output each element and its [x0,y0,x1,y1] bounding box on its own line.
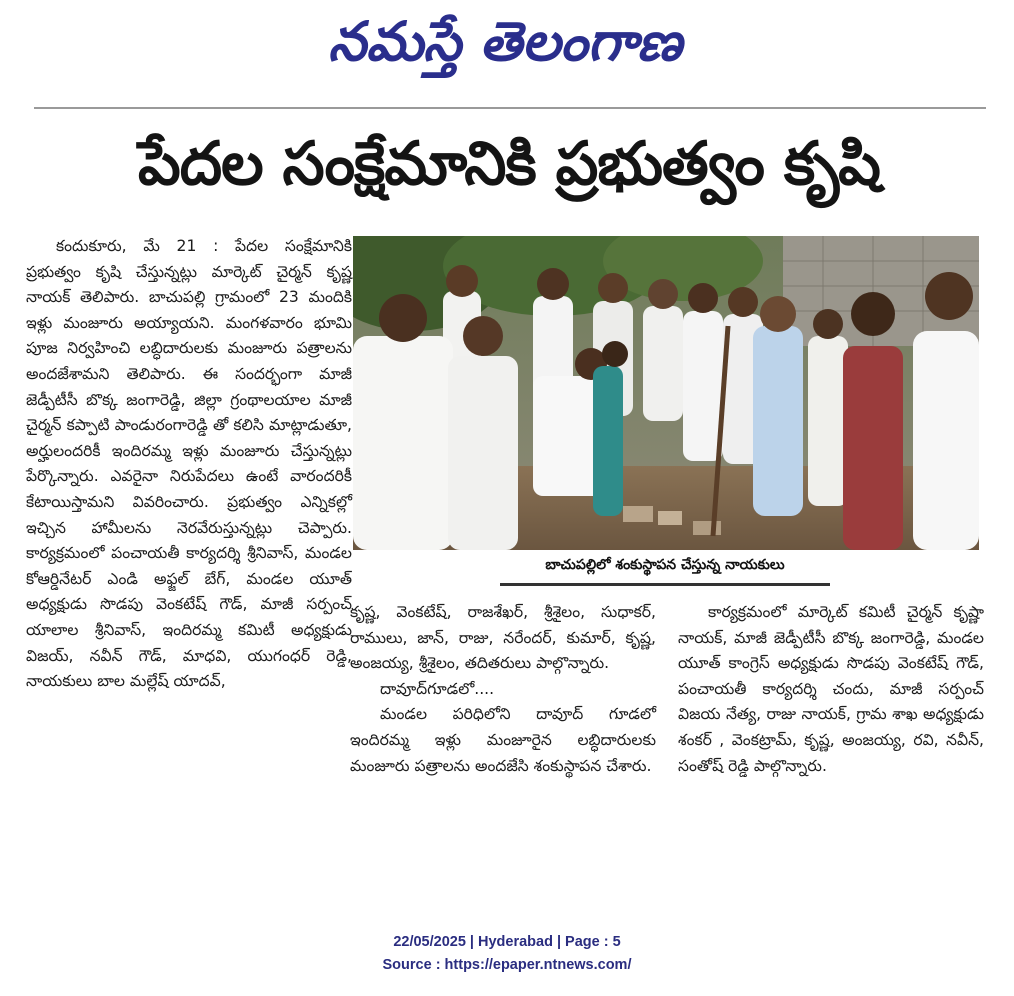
column-2-paragraph-2: మండల పరిధిలోని దావూద్ గూడలో ఇందిరమ్మ ఇళ్లు మంజూరైన లబ్ధిదారులకు మంజూరు పత్రాలను అందజేసి శంకుస్థాపన చేశారు. [350,705,656,775]
photo-caption-box [500,555,830,586]
article-headline: పేదల సంక్షేమానికి ప్రభుత్వం కృషి [138,129,880,199]
masthead-divider [34,107,986,109]
group-photo-illustration [353,236,979,550]
article-photo [353,236,979,550]
article-column-1 [26,234,352,695]
newspaper-masthead [300,2,710,82]
masthead-logo [300,2,710,82]
article-column-3 [678,600,984,779]
masthead-title: నమస్తే తెలంగాణ [328,10,682,73]
article-column-2 [350,600,656,779]
footer-date-edition: 22/05/2025 | Hyderabad | Page : 5 [393,934,621,950]
column-1-paragraph: కందుకూరు, మే 21 : పేదల సంక్షేమానికి ప్రభుత్వం కృషి చేస్తున్నట్లు మార్కెట్ చైర్మన్ కృష్ణ నాయక్ తెలిపారు. బాచుపల్లి గ్రామంలో 23 మందికి ఇళ్లు మంజూరు అయ్యాయని. మంగళవారం భూమి పూజ నిర్వహించి లబ్ధిదారులకు మంజూరు పత్రాలను అందజేశామని తెలిపారు. ఈ సందర్భంగా మాజీ జెడ్పీటీసీ బొక్క జంగారెడ్డి, జిల్లా గ్రంథాలయాల మాజీ చైర్మన్ కప్పాటి పాండురంగారెడ్డి తో కలిసి మాట్లాడుతూ, అర్హులందరికీ ఇందిరమ్మ ఇళ్లు మంజూరు చేస్తున్నట్లు పేర్కొన్నారు. ఎవరైనా నిరుపేదలు ఉంటే వారందరికీ కేటాయిస్తామని వివరించారు. ప్రభుత్వం ఎన్నికల్లో ఇచ్చిన హామీలను నెరవేరుస్తున్నట్లు చెప్పారు. కార్యక్రమంలో పంచాయతీ కార్యదర్శి శ్రీనివాస్, మండల కోఆర్డినేటర్ ఎండి అఫ్జల్ బేగ్, మండల యూత్ అధ్యక్షుడు సొడపు వెంకటేష్ గౌడ్, మాజీ సర్పంచ్ యాలాల శ్రీనివాస్, ఇందిరమ్మ కమిటీ అధ్యక్షుడు విజయ్, నవీన్ గౌడ్, మాధవి, యుగంధర్ రెడ్డి, నాయకులు బాల మల్లేష్ యాదవ్, [26,237,352,691]
column-2-paragraph-1: కృష్ణ, వెంకటేష్, రాజశేఖర్, శ్రీశైలం, సుధాకర్, రాములు, జాన్, రాజు, నరేందర్, కుమార్, కృష్ణ, అంజయ్య, శ్రీశైలం, తదితరులు పాల్గొన్నారు. [350,603,656,673]
photo-caption: బాచుపల్లిలో శంకుస్థాపన చేస్తున్న నాయకులు [545,557,785,573]
column-2-subheading: దావూద్‌గూడలో.... [380,679,495,698]
column-3-paragraph: కార్యక్రమంలో మార్కెట్ కమిటీ చైర్మన్ కృష్ణా నాయక్, మాజీ జెడ్పీటీసీ బొక్క జంగారెడ్డి, మండల యూత్ కాంగ్రెస్ అధ్యక్షుడు సొడపు వెంకటేష్ గౌడ్, పంచాయతీ కార్యదర్శి చందు, మాజీ సర్పంచ్ విజయ నేత్య, రాజు నాయక్, గ్రామ శాఖ అధ్యక్షుడు శంకర్ , వెంకట్రామ్, కృష్ణ, అంజయ్య, రవి, నవీన్, సంతోష్ రెడ్డి పాల్గొన్నారు. [678,603,984,775]
footer-source-link[interactable]: Source : https://epaper.ntnews.com/ [382,957,632,973]
